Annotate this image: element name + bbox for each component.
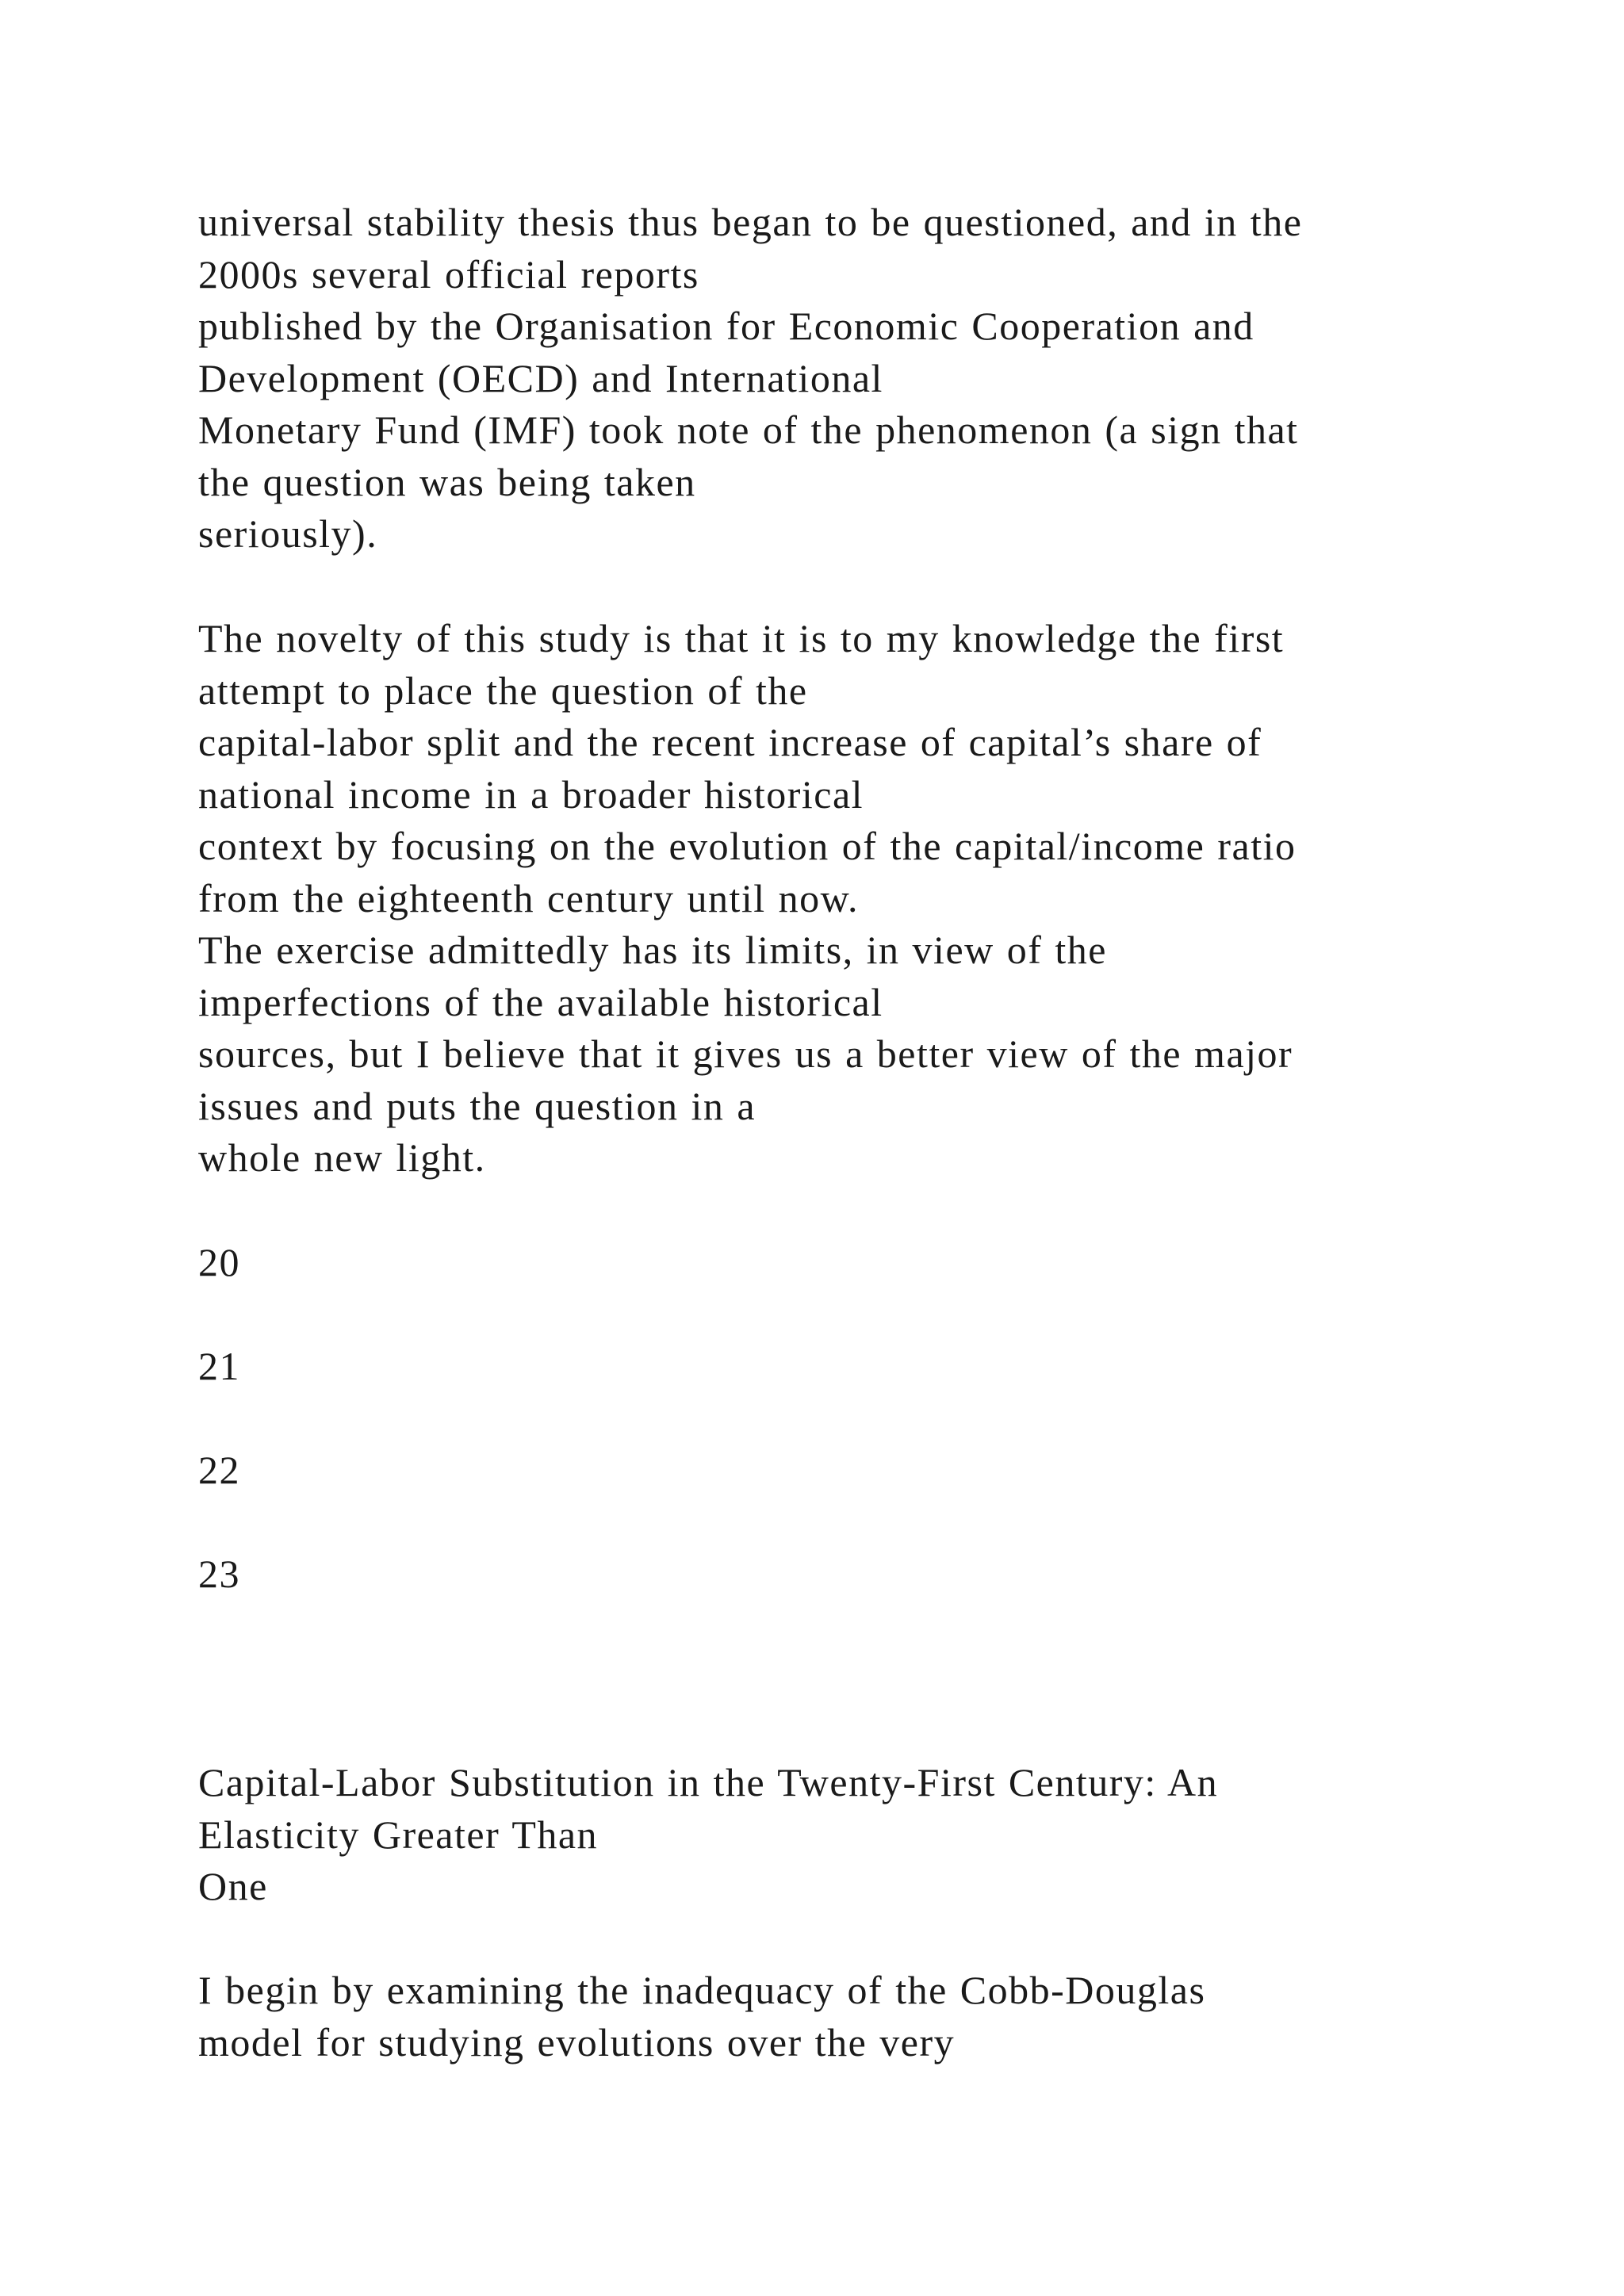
text-line: capital-labor split and the recent increase of capital’s share of: [198, 720, 1262, 764]
footnote-number-22: [198, 1445, 1546, 1497]
footnote-number-21: [198, 1341, 1546, 1393]
text-line: I begin by examining the inadequacy of the Cobb-Douglas: [198, 1968, 1206, 2012]
text-line: whole new light.: [198, 1135, 486, 1180]
text-line: The exercise admittedly has its limits, in view of the: [198, 928, 1107, 972]
text-line: sources, but I believe that it gives us a better view of the major: [198, 1031, 1293, 1076]
text-line: seriously).: [198, 511, 378, 556]
heading-line: Capital-Labor Substitution in the Twenty-First Century: An: [198, 1760, 1219, 1804]
footnote-number: 23: [198, 1552, 240, 1596]
footnote-number: 20: [198, 1240, 240, 1284]
footnote-number: 22: [198, 1448, 240, 1492]
footnote-number-20: [198, 1237, 1546, 1289]
paragraph-novelty-of-study: [198, 613, 1546, 1184]
text-line: attempt to place the question of the: [198, 668, 808, 713]
text-line: from the eighteenth century until now.: [198, 875, 859, 920]
heading-line: One: [198, 1864, 268, 1908]
text-line: Development (OECD) and International: [198, 355, 883, 400]
text-line: context by focusing on the evolution of the capital/income ratio: [198, 824, 1297, 868]
footnote-number: 21: [198, 1344, 240, 1388]
text-line: universal stability thesis thus began to be questioned, and in the: [198, 200, 1303, 244]
text-line: imperfections of the available historical: [198, 979, 883, 1024]
text-line: model for studying evolutions over the very: [198, 2019, 956, 2064]
heading-line: Elasticity Greater Than: [198, 1812, 599, 1857]
paragraph-stability-thesis: [198, 197, 1546, 561]
text-line: national income in a broader historical: [198, 771, 864, 817]
text-line: issues and puts the question in a: [198, 1083, 756, 1128]
text-line: Monetary Fund (IMF) took note of the phenomenon (a sign that: [198, 408, 1299, 452]
text-line: 2000s several official reports: [198, 251, 699, 297]
text-line: The novelty of this study is that it is to my knowledge the first: [198, 616, 1285, 660]
section-heading: [198, 1757, 1546, 1913]
text-line: the question was being taken: [198, 459, 696, 504]
footnote-number-23: [198, 1548, 1546, 1601]
text-line: published by the Organisation for Economic Cooperation and: [198, 304, 1254, 348]
paragraph-cobb-douglas: [198, 1965, 1546, 2068]
